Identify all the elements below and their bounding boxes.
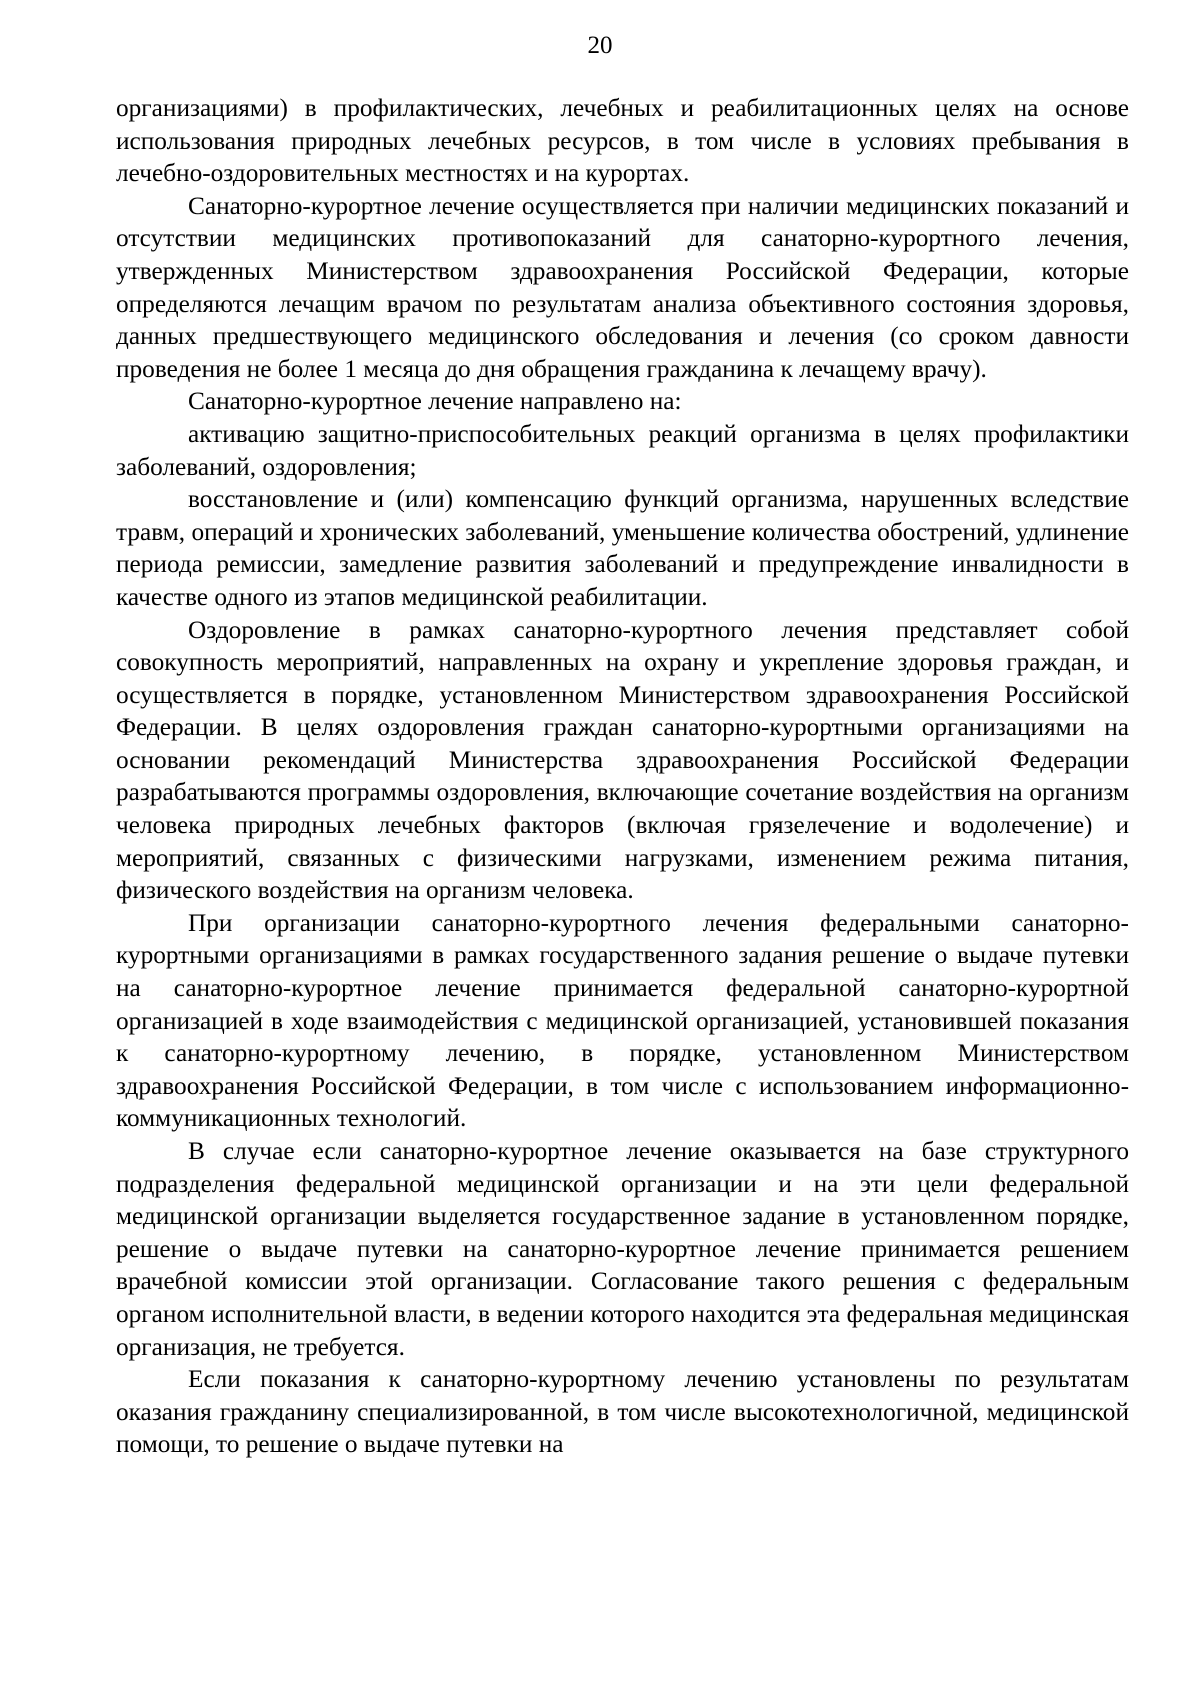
paragraph-continuation: организациями) в профилактических, лечебных и реабилитационных целях на основе использования природных лечебных ресурсов, в том числе в условиях пребывания в лечебно-оздоровительных местностях и на курортах. — [116, 94, 1129, 188]
paragraph-specialized-care: Если показания к санаторно-курортному лечению установлены по результатам оказания гражданину специализированной, в том числе высокотехнологичной, медицинской помощи, то решение о выдаче путевки на — [116, 1365, 1129, 1459]
paragraph-health-improvement: Оздоровление в рамках санаторно-курортного лечения представляет собой совокупность мероприятий, направленных на охрану и укрепление здоровья граждан, и осуществляется в порядке, установленном Министерством здравоохранения Российской Федерации. В целях оздоровления граждан санаторно-курортными организациями на основании рекомендаций Министерства здравоохранения Российской Федерации разрабатываются программы оздоровления, включающие сочетание воздействия на организм человека природных лечебных факторов (включая грязелечение и водолечение) и мероприятий, связанных с физическими нагрузками, изменением режима питания, физического воздействия на организм человека. — [116, 615, 1129, 905]
paragraph-aim-activation: активацию защитно-приспособительных реакций организма в целях профилактики заболеваний, оздоровления; — [116, 419, 1129, 481]
paragraph-medical-indications: Санаторно-курортное лечение осуществляется при наличии медицинских показаний и отсутствии медицинских противопоказаний для санаторно-курортного лечения, утвержденных Министерством здравоохранения Российской Федерации, которые определяются лечащим врачом по результатам анализа объективного состояния здоровья, данных предшествующего медицинского обследования и лечения (со сроком давности проведения не более 1 месяца до дня обращения гражданина к лечащему врачу). — [116, 191, 1129, 383]
paragraph-aim-restoration: восстановление и (или) компенсацию функций организма, нарушенных вследствие травм, операций и хронических заболеваний, уменьшение количества обострений, удлинение периода ремиссии, замедление развития заболеваний и предупреждение инвалидности в качестве одного из этапов медицинской реабилитации. — [116, 485, 1129, 611]
page-number: 20 — [587, 32, 613, 59]
paragraph-treatment-aims-intro: Санаторно-курортное лечение направлено на: — [188, 387, 682, 416]
paragraph-federal-organizations: При организации санаторно-курортного лечения федеральными санаторно-курортными организациями в рамках государственного задания решение о выдаче путевки на санаторно-курортное лечение принимается федеральной санаторно-курортной организацией в ходе взаимодействия с медицинской организацией, установившей показания к санаторно-курортному лечению, в порядке, установленном Министерством здравоохранения Российской Федерации, в том числе с использованием информационно-коммуникационных технологий. — [116, 908, 1129, 1133]
document-body — [116, 92, 1129, 1461]
paragraph-medical-commission: В случае если санаторно-курортное лечение оказывается на базе структурного подразделения федеральной медицинской организации и на эти цели федеральной медицинской организации выделяется государственное задание в установленном порядке, решение о выдаче путевки на санаторно-курортное лечение принимается решением врачебной комиссии этой организации. Согласование такого решения с федеральным органом исполнительной власти, в ведении которого находится эта федеральная медицинская организация, не требуется. — [116, 1137, 1129, 1361]
